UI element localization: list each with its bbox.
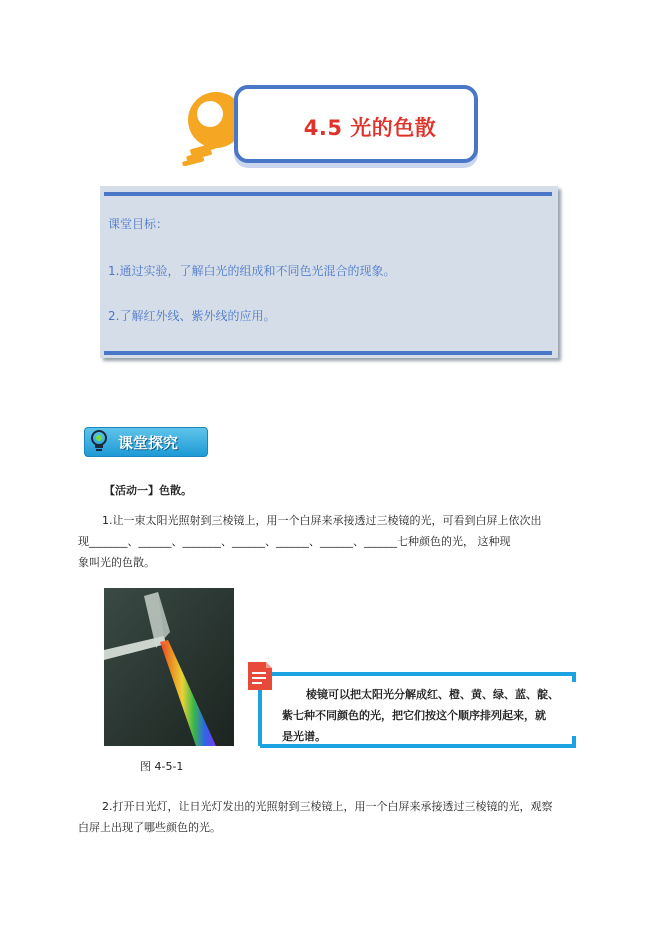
- document-icon: [246, 660, 276, 746]
- callout-line: 紫七种不同颜色的光，把它们按这个顺序排列起来，就: [282, 709, 546, 722]
- lightbulb-icon: [88, 429, 110, 453]
- callout-text: [282, 684, 574, 747]
- page-title: 4.5 光的色散: [303, 116, 437, 140]
- paragraph-line: 现_______、______、_______、______、______、______、______七种颜色的光， 这种现: [78, 535, 511, 548]
- divider: [104, 351, 552, 355]
- paragraph-line: 2.打开日光灯，让日光灯发出的光照射到三棱镜上，用一个白屏来承接透过三棱镜的光，观察: [102, 800, 553, 813]
- prism-photo: [104, 588, 234, 746]
- section-title: 课堂探究: [118, 434, 179, 452]
- callout-line: 是光谱。: [282, 730, 326, 743]
- callout-border: [248, 672, 576, 676]
- callout-line: 棱镜可以把太阳光分解成红、橙、黄、绿、蓝、靛、: [306, 688, 559, 701]
- paragraph: [78, 510, 588, 573]
- callout-border: [572, 672, 576, 682]
- goal-item: 2.了解红外线、紫外线的应用。: [108, 309, 276, 323]
- activity-title: 【活动一】色散。: [104, 484, 192, 497]
- paragraph-line: 1.让一束太阳光照射到三棱镜上，用一个白屏来承接透过三棱镜的光，可看到白屏上依次出: [102, 514, 542, 527]
- paragraph-line: 象叫光的色散。: [78, 556, 155, 569]
- figure-caption: 图 4-5-1: [140, 760, 184, 773]
- paragraph-line: 白屏上出现了哪些颜色的光。: [78, 821, 221, 834]
- goals-title: 课堂目标：: [108, 217, 169, 231]
- paragraph: [78, 796, 588, 838]
- goal-item: 1.通过实验，了解白光的组成和不同色光混合的现象。: [108, 264, 396, 278]
- divider: [104, 192, 552, 196]
